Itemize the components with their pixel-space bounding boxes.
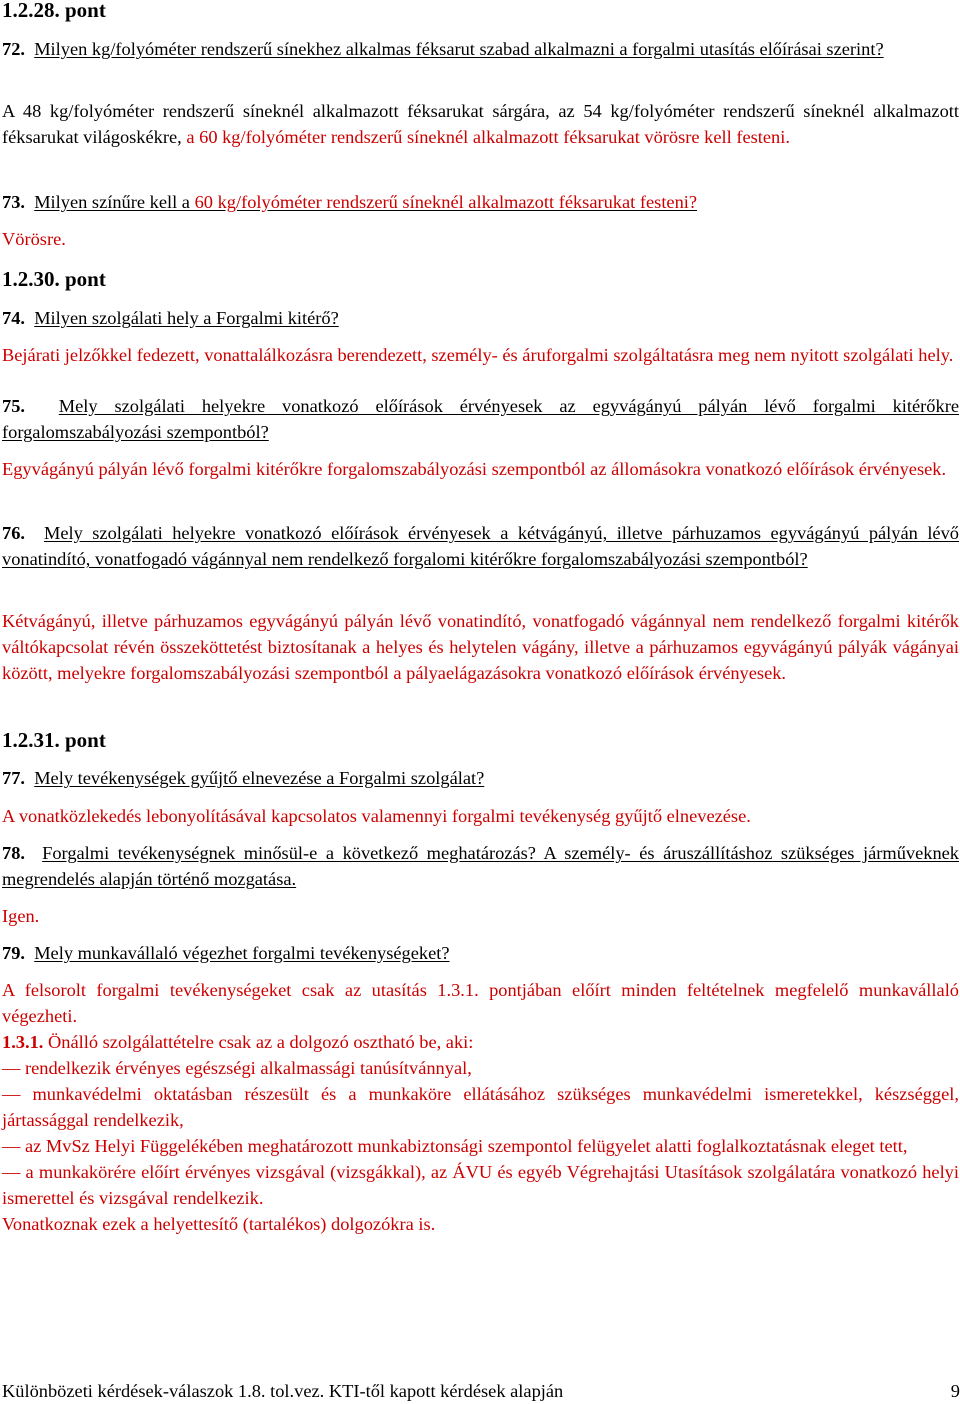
question-79 (2, 940, 959, 966)
page-number: 9 (950, 1381, 960, 1401)
answer-74: Bejárati jelzőkkel fedezett, vonattalálkozásra berendezett, személy- és áruforgalmi szolgáltatásra meg nem nyitott szolgálati hely. (2, 345, 954, 365)
section-heading-1-2-30: 1.2.30. pont (2, 267, 106, 291)
question-text (34, 192, 697, 212)
question-78 (2, 840, 959, 892)
page-footer (2, 1378, 960, 1404)
reference-text: Önálló szolgálattételre csak az a dolgozó osztható be, aki: (48, 1032, 474, 1052)
question-text: Mely munkavállaló végezhet forgalmi tevékenységeket? (34, 943, 450, 963)
question-74 (2, 305, 959, 331)
question-number: 75. (2, 396, 25, 416)
answer-78: Igen. (2, 906, 40, 926)
reference-number: 1.3.1. (2, 1032, 44, 1052)
answer-77: A vonatközlekedés lebonyolításával kapcsolatos valamennyi forgalmi tevékenység gyűjtő elnevezése. (2, 806, 751, 826)
requirement-item: — az MvSz Helyi Függelékében meghatározott munkabiztonsági szempontol felügyelet alatti foglalkoztatásnak eleget tett, (2, 1136, 908, 1156)
answer-76: Kétvágányú, illetve párhuzamos egyvágányú pályán lévő vonatindító, vonatfogadó vágánnyal nem rendelkező forgalmi kitérők váltókapcsolat révén összeköttetést biztosítanak a helyes és helytelen vágány, illetve a párhuzamos egyvágányú pályák vágányai között, melyekre forgalomszabályozási szempontból a pályaelágazásokra vonatkozó előírások érvényesek. (2, 611, 959, 683)
question-number: 78. (2, 843, 25, 863)
question-number: 76. (2, 523, 25, 543)
section-heading-1-2-31: 1.2.31. pont (2, 728, 106, 752)
question-text: Forgalmi tevékenységnek minősül-e a következő meghatározás? A személy- és áruszállításhoz szükséges járműveknek megrendelés alapján történő mozgatása. (2, 843, 960, 889)
question-text: Milyen szolgálati hely a Forgalmi kitérő? (34, 308, 339, 328)
question-72 (2, 36, 959, 62)
question-73 (2, 189, 959, 215)
question-text: Mely szolgálati helyekre vonatkozó előírások érvényesek a kétvágányú, illetve párhuzamos egyvágányú pályán lévő vonatindító, vonatfogadó vágánnyal nem rendelkező forgalomi kitérőkre forgalomszabályozási szempontból? (2, 523, 959, 569)
question-text: Milyen kg/folyóméter rendszerű sínekhez alkalmas féksarut szabad alkalmazni a forgalmi utasítás előírásai szerint? (34, 39, 884, 59)
question-text: Mely tevékenységek gyűjtő elnevezése a Forgalmi szolgálat? (34, 768, 485, 788)
answer-73: Vörösre. (2, 229, 66, 249)
answer-intro: A felsorolt forgalmi tevékenységeket csak az utasítás 1.3.1. pontjában előírt minden feltételnek megfelelő munkavállaló végezheti. (2, 980, 959, 1026)
requirement-item: — munkavédelmi oktatásban részesült és a munkaköre ellátásához szükséges munkavédelmi ismeretekkel, készséggel, jártassággal rendelkezik, (2, 1084, 959, 1130)
section-heading-1-2-28: 1.2.28. pont (2, 0, 106, 22)
requirement-item: — rendelkezik érvényes egészségi alkalmassági tanúsítvánnyal, (2, 1058, 472, 1078)
question-text: Mely szolgálati helyekre vonatkozó előírások érvényesek az egyvágányú pályán lévő forgalmi kitérőkre forgalomszabályozási szempontból? (2, 396, 959, 442)
answer-text-red: a 60 kg/folyóméter rendszerű síneknél alkalmazott féksarukat vörösre kell festeni. (186, 127, 790, 147)
question-number: 77. (2, 768, 25, 788)
question-text-red: 60 kg/folyóméter rendszerű síneknél alkalmazott féksarukat festeni? (194, 192, 698, 212)
answer-79 (2, 977, 959, 1237)
requirement-item: — a munkakörére előírt érvényes vizsgával (vizsgákkal), az ÁVU és egyéb Végrehajtási Utasítások szolgálatára vonatkozó helyi ismerettel és vizsgával rendelkezik. (2, 1162, 959, 1208)
closing-line: Vonatkoznak ezek a helyettesítő (tartalékos) dolgozókra is. (2, 1214, 436, 1234)
answer-75: Egyvágányú pályán lévő forgalmi kitérőkre forgalomszabályozási szempontból az állomásokra vonatkozó előírások érvényesek. (2, 459, 947, 479)
answer-text-black: A 48 kg/folyóméter rendszerű síneknél alkalmazott féksarukat sárgára, az 54 kg/folyóméter rendszerű síneknél alkalmazott féksarukat világoskékre, (2, 101, 959, 147)
answer-72 (2, 98, 959, 150)
reference-line (2, 1029, 959, 1055)
question-number: 73. (2, 192, 25, 212)
question-76 (2, 520, 959, 572)
question-text-black: Milyen színűre kell a (34, 192, 190, 212)
question-77 (2, 765, 959, 791)
footer-text: Különbözeti kérdések-válaszok 1.8. tol.vez. KTI-től kapott kérdések alapján (2, 1381, 564, 1401)
question-75 (2, 393, 959, 445)
question-number: 74. (2, 308, 25, 328)
question-number: 72. (2, 39, 25, 59)
question-number: 79. (2, 943, 25, 963)
